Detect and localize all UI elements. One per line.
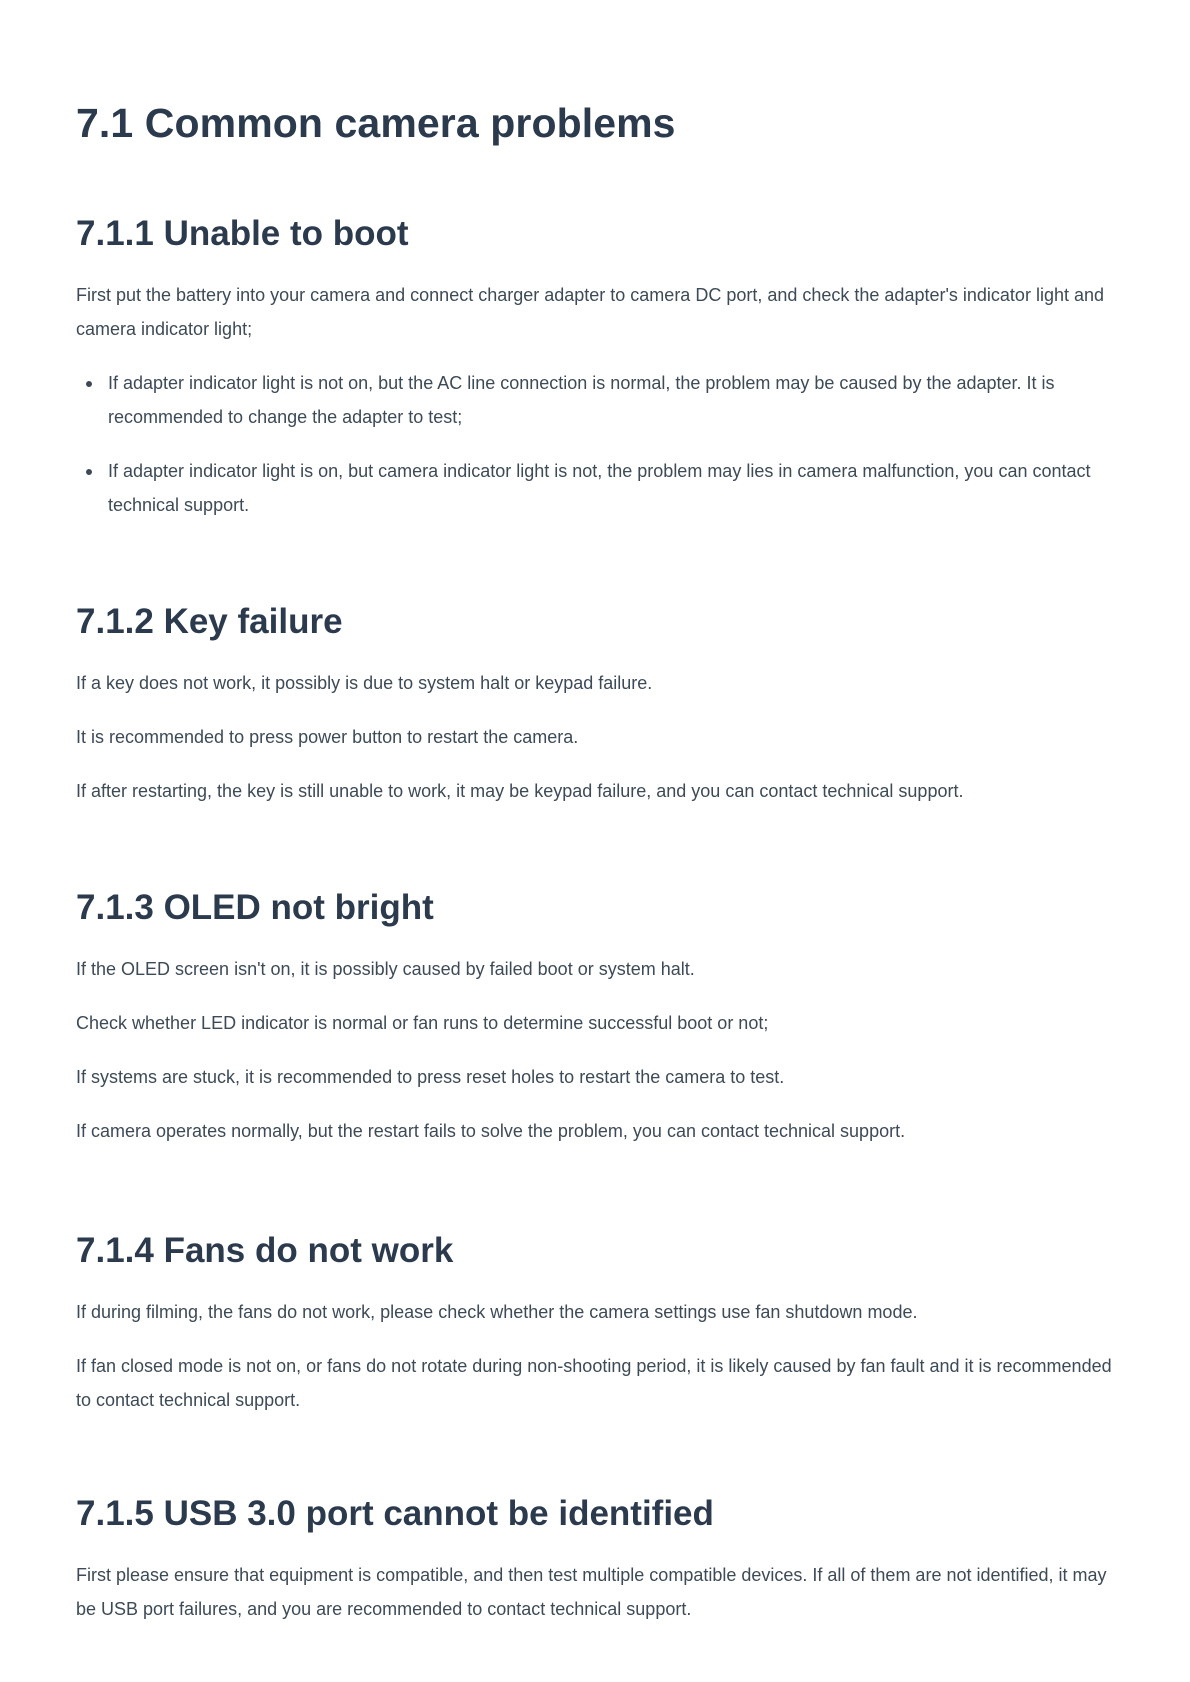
section-paragraph: If camera operates normally, but the restart fails to solve the problem, you can contact technical support. bbox=[76, 1121, 906, 1141]
bullet-icon bbox=[86, 381, 92, 387]
section-paragraph: First put the battery into your camera and connect charger adapter to camera DC port, and check the adapter's indicator light and camera indicator light; bbox=[76, 285, 1104, 339]
section-paragraph: Check whether LED indicator is normal or fan runs to determine successful boot or not; bbox=[76, 1013, 769, 1033]
section-paragraph: If the OLED screen isn't on, it is possibly caused by failed boot or system halt. bbox=[76, 959, 695, 979]
section-paragraph: If a key does not work, it possibly is due to system halt or keypad failure. bbox=[76, 673, 653, 693]
page-title: 7.1 Common camera problems bbox=[76, 100, 676, 146]
section-paragraph: If during filming, the fans do not work, please check whether the camera settings use fan shutdown mode. bbox=[76, 1302, 918, 1322]
section-paragraph: If fan closed mode is not on, or fans do not rotate during non-shooting period, it is likely caused by fan fault and it is recommended to contact technical support. bbox=[76, 1356, 1112, 1410]
section-paragraph: It is recommended to press power button to restart the camera. bbox=[76, 727, 579, 747]
bullet-list bbox=[76, 366, 1116, 522]
section-fans-do-not-work bbox=[76, 1229, 1116, 1417]
section-heading: 7.1.3 OLED not bright bbox=[76, 888, 434, 927]
section-paragraph: If systems are stuck, it is recommended to press reset holes to restart the camera to test. bbox=[76, 1067, 785, 1087]
list-item-text: If adapter indicator light is on, but camera indicator light is not, the problem may lies in camera malfunction, you can contact technical support. bbox=[108, 461, 1091, 515]
section-heading: 7.1.5 USB 3.0 port cannot be identified bbox=[76, 1494, 714, 1533]
section-unable-to-boot bbox=[76, 212, 1116, 522]
list-item-text: If adapter indicator light is not on, but the AC line connection is normal, the problem may be caused by the adapter. It is recommended to change the adapter to test; bbox=[108, 373, 1055, 427]
section-oled-not-bright bbox=[76, 886, 1116, 1148]
section-heading: 7.1.2 Key failure bbox=[76, 602, 343, 641]
section-heading: 7.1.4 Fans do not work bbox=[76, 1231, 454, 1270]
section-usb-port bbox=[76, 1492, 1116, 1626]
section-heading: 7.1.1 Unable to boot bbox=[76, 214, 409, 253]
bullet-icon bbox=[86, 469, 92, 475]
section-paragraph: If after restarting, the key is still unable to work, it may be keypad failure, and you can contact technical support. bbox=[76, 781, 964, 801]
section-key-failure bbox=[76, 600, 1116, 808]
section-paragraph: First please ensure that equipment is compatible, and then test multiple compatible devices. If all of them are not identified, it may be USB port failures, and you are recommended to contact technical support. bbox=[76, 1565, 1107, 1619]
list-item bbox=[76, 454, 1116, 522]
list-item bbox=[76, 366, 1116, 434]
